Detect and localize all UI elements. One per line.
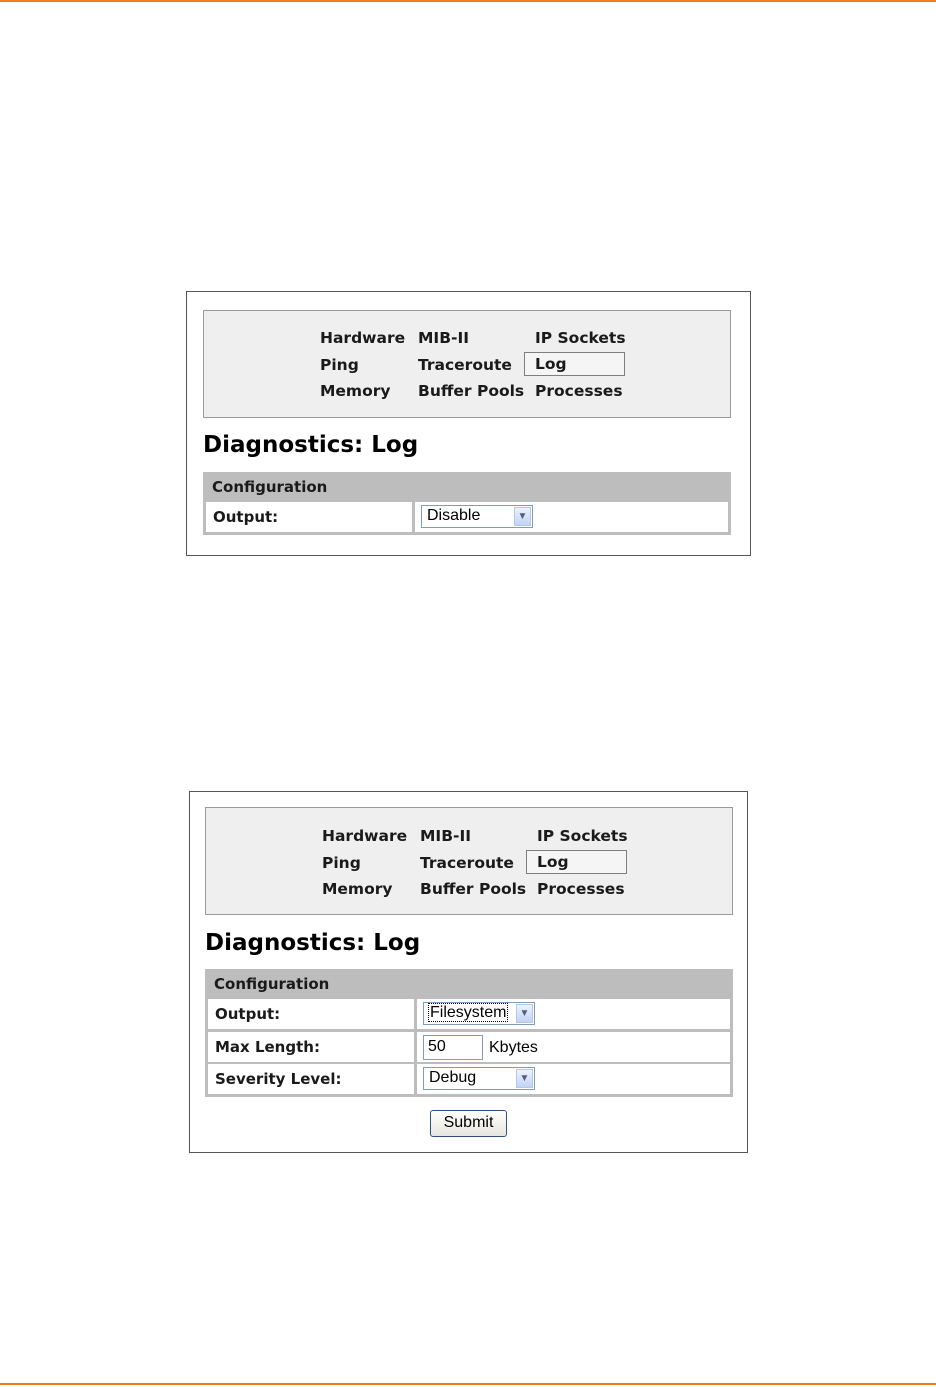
diagnostics-nav	[205, 807, 733, 915]
nav-log[interactable]: Log	[526, 850, 627, 874]
output-select[interactable]	[421, 505, 533, 528]
severity-level-label: Severity Level:	[215, 1070, 342, 1088]
page-title: Diagnostics: Log	[205, 930, 421, 956]
nav-processes[interactable]: Processes	[537, 880, 625, 898]
configuration-table	[203, 472, 731, 535]
severity-level-select[interactable]	[423, 1067, 535, 1090]
configuration-header: Configuration	[212, 478, 328, 496]
nav-memory[interactable]: Memory	[320, 382, 391, 400]
max-length-value-cell	[417, 1032, 730, 1062]
output-label: Output:	[213, 508, 279, 526]
configuration-table	[205, 969, 733, 1097]
nav-memory[interactable]: Memory	[322, 880, 393, 898]
output-value-cell	[415, 502, 728, 532]
nav-ping[interactable]: Ping	[320, 356, 359, 374]
max-length-unit: Kbytes	[489, 1039, 538, 1056]
nav-mib-ii[interactable]: MIB-II	[418, 329, 469, 347]
nav-processes[interactable]: Processes	[535, 382, 623, 400]
nav-ip-sockets[interactable]: IP Sockets	[537, 827, 628, 845]
nav-buffer-pools[interactable]: Buffer Pools	[420, 880, 527, 898]
chevron-down-icon[interactable]: ▼	[516, 1004, 533, 1023]
chevron-down-icon[interactable]: ▼	[516, 1069, 533, 1088]
output-select-value: Filesystem	[430, 1004, 507, 1021]
max-length-label: Max Length:	[215, 1038, 320, 1056]
output-label-cell	[206, 502, 412, 532]
output-label-cell	[208, 999, 414, 1029]
configuration-header: Configuration	[214, 975, 330, 993]
max-length-input[interactable]: 50	[423, 1035, 483, 1060]
output-select-value: Disable	[427, 507, 481, 524]
nav-traceroute[interactable]: Traceroute	[418, 356, 512, 374]
nav-traceroute[interactable]: Traceroute	[420, 854, 514, 872]
screenshot-log-filesystem	[189, 791, 748, 1153]
nav-ip-sockets[interactable]: IP Sockets	[535, 329, 626, 347]
chevron-down-icon[interactable]: ▼	[514, 507, 531, 526]
nav-ping[interactable]: Ping	[322, 854, 361, 872]
severity-value-cell	[417, 1064, 730, 1094]
output-label: Output:	[215, 1005, 281, 1023]
max-length-label-cell	[208, 1032, 414, 1062]
submit-button[interactable]: Submit	[430, 1110, 507, 1137]
nav-buffer-pools[interactable]: Buffer Pools	[418, 382, 525, 400]
bottom-rule	[0, 1383, 936, 1385]
severity-label-cell	[208, 1064, 414, 1094]
nav-hardware[interactable]: Hardware	[320, 329, 406, 347]
page-title: Diagnostics: Log	[203, 432, 419, 458]
output-select[interactable]	[423, 1002, 535, 1025]
nav-mib-ii[interactable]: MIB-II	[420, 827, 471, 845]
diagnostics-nav	[203, 310, 731, 418]
screenshot-log-disabled	[186, 291, 751, 556]
top-rule	[0, 0, 936, 2]
severity-level-select-value: Debug	[429, 1069, 477, 1086]
nav-log[interactable]: Log	[524, 352, 625, 376]
nav-hardware[interactable]: Hardware	[322, 827, 408, 845]
output-value-cell	[417, 999, 730, 1029]
